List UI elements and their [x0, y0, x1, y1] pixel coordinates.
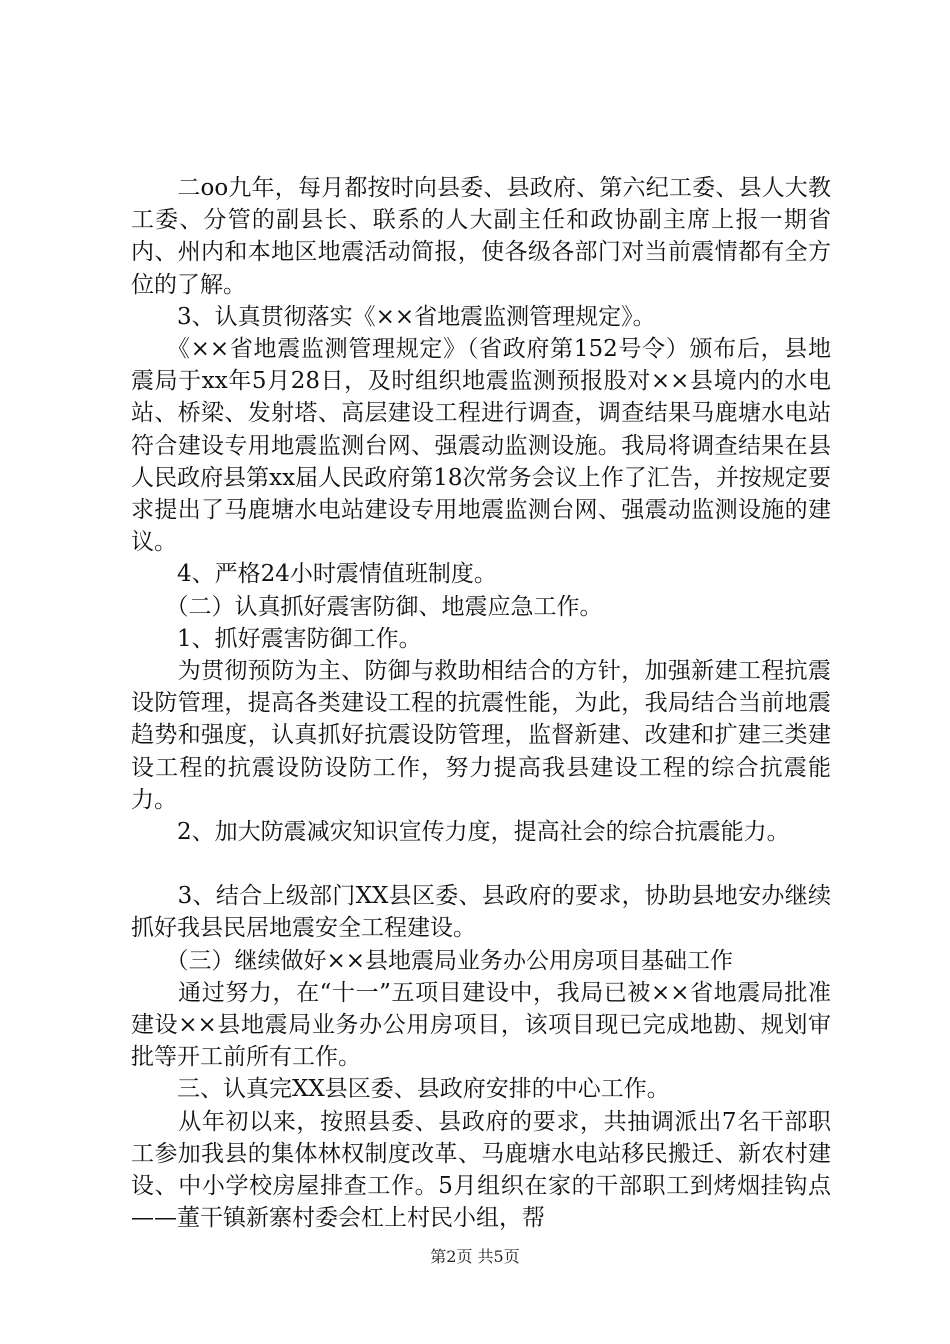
paragraph-4: 4、严格24小时震情值班制度。 [131, 561, 497, 588]
page-footer: 第2页 共5页 [430, 1247, 520, 1266]
paragraph-9: 3、结合上级部门XX县区委、县政府的要求，协助县地安办继续抓好我县民居地震安全工程建设。 [131, 883, 831, 942]
paragraph-10: （三）继续做好××县地震局业务办公用房项目基础工作 [131, 947, 734, 974]
paragraph-13: 从年初以来，按照县委、县政府的要求，共抽调派出7名干部职工参加我县的集体林权制度改革、马鹿塘水电站移民搬迁、新农村建设、中小学校房屋排查工作。5月组织在家的干部职工到烤烟挂钩点——董干镇新寨村委会杠上村民小组，帮 [131, 1108, 831, 1232]
paragraph-1: 二oo九年，每月都按时向县委、县政府、第六纪工委、县人大教工委、分管的副县长、联系的人大副主任和政协副主席上报一期省内、州内和本地区地震活动简报，使各级各部门对当前震情都有全方位的了解。 [131, 175, 831, 298]
blank-line [131, 848, 831, 880]
paragraph-7: 为贯彻预防为主、防御与救助相结合的方针，加强新建工程抗震设防管理，提高各类建设工程的抗震性能，为此，我局结合当前地震趋势和强度，认真抓好抗震设防管理，监督新建、改建和扩建三类建设工程的抗震设防设防工作，努力提高我县建设工程的综合抗震能力。 [131, 658, 831, 813]
paragraph-6: 1、抓好震害防御工作。 [131, 625, 422, 652]
paragraph-3: 《××省地震监测管理规定》（省政府第152号令）颁布后，县地震局于xx年5月28日，及时组织地震监测预报股对××县境内的水电站、桥梁、发射塔、高层建设工程进行调查，调查结果马鹿塘水电站符合建设专用地震监测台网、强震动监测设施。我局将调查结果在县人民政府县第xx届人民政府第18次常务会议上作了汇告，并按规定要求提出了马鹿塘水电站建设专用地震监测台网、强震动监测设施的建议。 [131, 336, 831, 556]
paragraph-8: 2、加大防震减灾知识宣传力度，提高社会的综合抗震能力。 [131, 819, 790, 846]
paragraph-5: （二）认真抓好震害防御、地震应急工作。 [131, 593, 603, 620]
paragraph-2: 3、认真贯彻落实《××省地震监测管理规定》。 [131, 303, 656, 330]
paragraph-12: 三、认真完XX县区委、县政府安排的中心工作。 [131, 1076, 670, 1103]
paragraph-11: 通过努力，在“十一”五项目建设中，我局已被××省地震局批准建设××县地震局业务办公用房项目，该项目现已完成地勘、规划审批等开工前所有工作。 [131, 979, 831, 1071]
document-body [131, 172, 831, 1235]
